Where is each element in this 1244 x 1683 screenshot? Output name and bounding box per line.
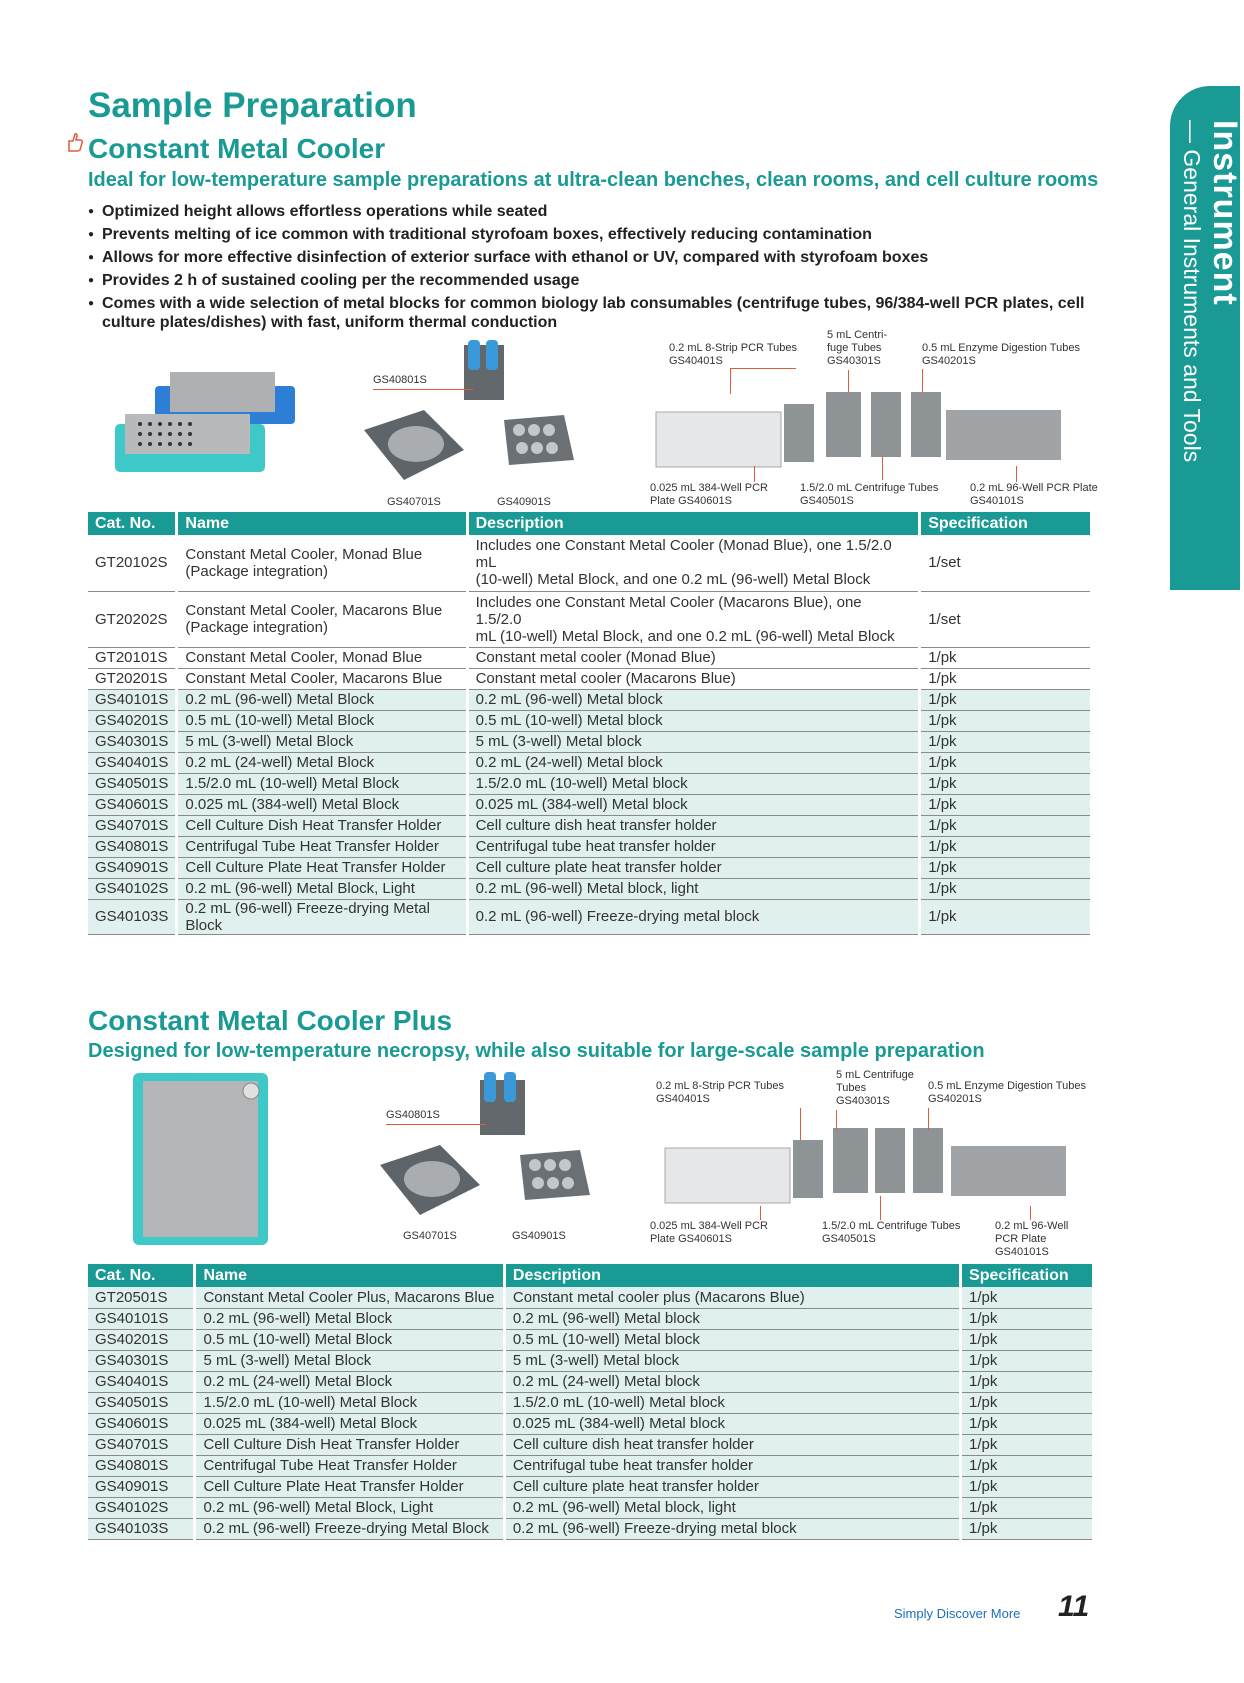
cell-name: Constant Metal Cooler, Macarons Blue (Package integration)	[177, 591, 467, 647]
table-row	[88, 1371, 1094, 1392]
table-row	[88, 647, 1092, 668]
cell-cat-no: GS40801S	[88, 1455, 195, 1476]
cell-specification: 1/pk	[920, 878, 1092, 899]
cell-description: 0.5 mL (10-well) Metal block	[504, 1329, 960, 1350]
col-header-cat-no: Cat. No.	[88, 1264, 195, 1287]
table-row	[88, 857, 1092, 878]
cell-specification: 1/pk	[961, 1392, 1094, 1413]
cell-name: 0.2 mL (96-well) Metal Block	[177, 689, 467, 710]
cell-description: 5 mL (3-well) Metal block	[467, 731, 920, 752]
cell-cat-no: GS40901S	[88, 1476, 195, 1497]
product1-tagline: Ideal for low-temperature sample preparations at ultra-clean benches, clean rooms, and cell culture rooms	[88, 169, 1099, 191]
cell-name: 1.5/2.0 mL (10-well) Metal Block	[195, 1392, 504, 1413]
cell-description: 5 mL (3-well) Metal block	[504, 1350, 960, 1371]
thumbs-up-icon	[66, 131, 84, 158]
col-header-description: Description	[467, 512, 920, 535]
cell-description: 1.5/2.0 mL (10-well) Metal block	[467, 773, 920, 794]
cell-description: 0.2 mL (96-well) Metal block, light	[504, 1497, 960, 1518]
cell-specification: 1/pk	[961, 1476, 1094, 1497]
col-header-specification: Specification	[961, 1264, 1094, 1287]
product2-title: Constant Metal Cooler Plus	[88, 1005, 453, 1036]
label2-5ml-tubes: 5 mL Centrifuge Tubes GS40301S	[836, 1069, 914, 1107]
table-row	[88, 1518, 1094, 1539]
cell-name: Centrifugal Tube Heat Transfer Holder	[195, 1455, 504, 1476]
cell-name: 5 mL (3-well) Metal Block	[177, 731, 467, 752]
col-header-specification: Specification	[920, 512, 1092, 535]
cell-specification: 1/pk	[961, 1413, 1094, 1434]
table-row	[88, 1287, 1094, 1308]
cell-cat-no: GS40301S	[88, 731, 177, 752]
col-header-name: Name	[195, 1264, 504, 1287]
cell-description: Cell culture dish heat transfer holder	[504, 1434, 960, 1455]
cell-cat-no: GS40101S	[88, 1308, 195, 1329]
table-row	[88, 535, 1092, 591]
table-row	[88, 710, 1092, 731]
cell-cat-no: GS40501S	[88, 1392, 195, 1413]
feature-item: ● Optimized height allows effortless operations while seated	[88, 202, 1098, 221]
side-tab-sub: — General Instruments and Tools	[1179, 120, 1205, 463]
table-row	[88, 668, 1092, 689]
side-tab-main: Instrument	[1206, 120, 1244, 306]
cell-specification: 1/pk	[961, 1308, 1094, 1329]
feature-item: ● Prevents melting of ice common with traditional styrofoam boxes, effectively reducing contamination	[88, 225, 1098, 244]
cell-description: 0.2 mL (96-well) Metal block	[504, 1308, 960, 1329]
cell-name: 0.2 mL (96-well) Metal Block	[195, 1308, 504, 1329]
cell-cat-no: GS40201S	[88, 1329, 195, 1350]
cell-specification: 1/set	[920, 535, 1092, 591]
footer-slogan: Simply Discover More	[894, 1606, 1021, 1621]
cell-description: 1.5/2.0 mL (10-well) Metal block	[504, 1392, 960, 1413]
label2-enzyme-tubes: 0.5 mL Enzyme Digestion Tubes GS40201S	[928, 1080, 1086, 1105]
label-5ml-tubes: 5 mL Centri- fuge Tubes GS40301S	[827, 329, 888, 367]
cell-description: 0.2 mL (96-well) Metal block	[467, 689, 920, 710]
cell-name: Constant Metal Cooler, Macarons Blue	[177, 668, 467, 689]
cell-description: Includes one Constant Metal Cooler (Macarons Blue), one 1.5/2.0 mL (10-well) Metal Block, and one 0.2 mL (96-well) Metal Block	[467, 591, 920, 647]
cell-description: Cell culture dish heat transfer holder	[467, 815, 920, 836]
cooler-pair-image	[110, 366, 300, 486]
cell-specification: 1/pk	[961, 1518, 1094, 1539]
cell-specification: 1/pk	[961, 1350, 1094, 1371]
cell-cat-no: GT20101S	[88, 647, 177, 668]
cell-cat-no: GT20201S	[88, 668, 177, 689]
cell-cat-no: GS40301S	[88, 1350, 195, 1371]
cell-cat-no: GS40401S	[88, 1371, 195, 1392]
feature-item: ● Provides 2 h of sustained cooling per the recommended usage	[88, 271, 1098, 290]
product2-table	[88, 1264, 1095, 1540]
label-centrifuge-tubes: 1.5/2.0 mL Centrifuge Tubes GS40501S	[800, 482, 939, 507]
cell-name: 0.2 mL (96-well) Freeze-drying Metal Block	[195, 1518, 504, 1539]
cell-description: Constant metal cooler (Monad Blue)	[467, 647, 920, 668]
label-strip-tubes: 0.2 mL 8-Strip PCR Tubes GS40401S	[669, 342, 797, 367]
cell-specification: 1/pk	[961, 1455, 1094, 1476]
cell-name: Constant Metal Cooler Plus, Macarons Blue	[195, 1287, 504, 1308]
label2-centrifuge-tubes: 1.5/2.0 mL Centrifuge Tubes GS40501S	[822, 1220, 961, 1245]
cell-cat-no: GT20102S	[88, 535, 177, 591]
label-gs40901: GS40901S	[497, 496, 551, 508]
table-row	[88, 591, 1092, 647]
cell-specification: 1/pk	[920, 731, 1092, 752]
cell-name: Cell Culture Dish Heat Transfer Holder	[195, 1434, 504, 1455]
table-row	[88, 1455, 1094, 1476]
cell-specification: 1/pk	[920, 836, 1092, 857]
label2-gs40801: GS40801S	[386, 1109, 440, 1121]
table-row	[88, 1350, 1094, 1371]
holders-image-2	[380, 1070, 600, 1220]
page-number: 11	[1058, 1590, 1090, 1623]
cell-specification: 1/pk	[920, 815, 1092, 836]
cell-name: Cell Culture Dish Heat Transfer Holder	[177, 815, 467, 836]
feature-item: ● Comes with a wide selection of metal blocks for common biology lab consumables (centrifuge tubes, 96/384-well PCR plates, cell culture plates/dishes) with fast, uniform thermal conduction	[88, 294, 1098, 332]
cell-specification: 1/pk	[961, 1329, 1094, 1350]
cooler-plus-image	[133, 1073, 268, 1245]
cell-cat-no: GT20202S	[88, 591, 177, 647]
cell-cat-no: GS40201S	[88, 710, 177, 731]
cell-description: Cell culture plate heat transfer holder	[504, 1476, 960, 1497]
table-row	[88, 878, 1092, 899]
cell-cat-no: GS40701S	[88, 1434, 195, 1455]
product1-title: Constant Metal Cooler	[88, 133, 386, 164]
cell-description: Cell culture plate heat transfer holder	[467, 857, 920, 878]
cell-specification: 1/pk	[920, 794, 1092, 815]
cell-specification: 1/pk	[920, 773, 1092, 794]
cell-specification: 1/pk	[920, 752, 1092, 773]
label-gs40801: GS40801S	[373, 374, 427, 386]
cell-description: 0.2 mL (96-well) Freeze-drying metal block	[467, 899, 920, 934]
cell-cat-no: GS40801S	[88, 836, 177, 857]
label-384-well: 0.025 mL 384-Well PCR Plate GS40601S	[650, 482, 768, 507]
metal-blocks-image-2	[665, 1128, 1075, 1218]
cell-description: Includes one Constant Metal Cooler (Monad Blue), one 1.5/2.0 mL (10-well) Metal Block, and one 0.2 mL (96-well) Metal Block	[467, 535, 920, 591]
cell-specification: 1/pk	[920, 689, 1092, 710]
label-enzyme-tubes: 0.5 mL Enzyme Digestion Tubes GS40201S	[922, 342, 1080, 367]
table-row	[88, 752, 1092, 773]
label2-gs40901: GS40901S	[512, 1230, 566, 1242]
cell-description: Centrifugal tube heat transfer holder	[504, 1455, 960, 1476]
metal-blocks-image	[656, 392, 1066, 482]
table-row	[88, 1497, 1094, 1518]
label2-strip-tubes: 0.2 mL 8-Strip PCR Tubes GS40401S	[656, 1080, 784, 1105]
feature-list	[88, 202, 1098, 336]
col-header-description: Description	[504, 1264, 960, 1287]
cell-specification: 1/pk	[961, 1434, 1094, 1455]
cell-name: Centrifugal Tube Heat Transfer Holder	[177, 836, 467, 857]
cell-specification: 1/pk	[920, 710, 1092, 731]
cell-cat-no: GS40103S	[88, 1518, 195, 1539]
table-row	[88, 794, 1092, 815]
holders-image	[364, 340, 584, 490]
cell-specification: 1/pk	[920, 857, 1092, 878]
table-row	[88, 773, 1092, 794]
cell-name: 0.025 mL (384-well) Metal Block	[177, 794, 467, 815]
cell-cat-no: GS40501S	[88, 773, 177, 794]
product1-table	[88, 512, 1093, 935]
label2-gs40701: GS40701S	[403, 1230, 457, 1242]
cell-description: 0.025 mL (384-well) Metal block	[467, 794, 920, 815]
cell-cat-no: GS40102S	[88, 878, 177, 899]
cell-name: Constant Metal Cooler, Monad Blue	[177, 647, 467, 668]
cell-name: 0.2 mL (96-well) Metal Block, Light	[195, 1497, 504, 1518]
table-row	[88, 1329, 1094, 1350]
cell-name: 0.2 mL (96-well) Freeze-drying Metal Block	[177, 899, 467, 934]
table-row	[88, 731, 1092, 752]
cell-cat-no: GS40101S	[88, 689, 177, 710]
cell-cat-no: GS40701S	[88, 815, 177, 836]
label2-96-well: 0.2 mL 96-Well PCR Plate GS40101S	[995, 1220, 1069, 1258]
label-gs40701: GS40701S	[387, 496, 441, 508]
cell-description: 0.025 mL (384-well) Metal block	[504, 1413, 960, 1434]
cell-name: Constant Metal Cooler, Monad Blue (Package integration)	[177, 535, 467, 591]
cell-cat-no: GT20501S	[88, 1287, 195, 1308]
table-row	[88, 1434, 1094, 1455]
feature-item: ● Allows for more effective disinfection of exterior surface with ethanol or UV, compared with styrofoam boxes	[88, 248, 1098, 267]
cell-description: Centrifugal tube heat transfer holder	[467, 836, 920, 857]
cell-name: 0.5 mL (10-well) Metal Block	[177, 710, 467, 731]
cell-cat-no: GS40901S	[88, 857, 177, 878]
col-header-name: Name	[177, 512, 467, 535]
cell-specification: 1/pk	[961, 1497, 1094, 1518]
label2-384-well: 0.025 mL 384-Well PCR Plate GS40601S	[650, 1220, 768, 1245]
table-row	[88, 1308, 1094, 1329]
cell-name: Cell Culture Plate Heat Transfer Holder	[195, 1476, 504, 1497]
table-row	[88, 1413, 1094, 1434]
cell-cat-no: GS40103S	[88, 899, 177, 934]
cell-name: 0.5 mL (10-well) Metal Block	[195, 1329, 504, 1350]
section-title: Sample Preparation	[88, 86, 417, 125]
cell-name: 0.2 mL (96-well) Metal Block, Light	[177, 878, 467, 899]
cell-cat-no: GS40601S	[88, 794, 177, 815]
table-row	[88, 1476, 1094, 1497]
label-96-well: 0.2 mL 96-Well PCR Plate GS40101S	[970, 482, 1098, 507]
cell-name: 1.5/2.0 mL (10-well) Metal Block	[177, 773, 467, 794]
cell-name: 0.2 mL (24-well) Metal Block	[177, 752, 467, 773]
table-row	[88, 836, 1092, 857]
cell-name: 0.025 mL (384-well) Metal Block	[195, 1413, 504, 1434]
table-row	[88, 689, 1092, 710]
table-row	[88, 899, 1092, 934]
cell-cat-no: GS40102S	[88, 1497, 195, 1518]
category-side-tab[interactable]	[1170, 86, 1244, 590]
cell-description: 0.2 mL (96-well) Freeze-drying metal block	[504, 1518, 960, 1539]
cell-specification: 1/set	[920, 591, 1092, 647]
cell-name: 0.2 mL (24-well) Metal Block	[195, 1371, 504, 1392]
cell-description: Constant metal cooler (Macarons Blue)	[467, 668, 920, 689]
table-row	[88, 815, 1092, 836]
col-header-cat-no: Cat. No.	[88, 512, 177, 535]
cell-description: 0.2 mL (24-well) Metal block	[467, 752, 920, 773]
cell-description: 0.2 mL (96-well) Metal block, light	[467, 878, 920, 899]
cell-cat-no: GS40401S	[88, 752, 177, 773]
cell-description: 0.5 mL (10-well) Metal block	[467, 710, 920, 731]
cell-specification: 1/pk	[920, 647, 1092, 668]
cell-cat-no: GS40601S	[88, 1413, 195, 1434]
cell-name: 5 mL (3-well) Metal Block	[195, 1350, 504, 1371]
cell-specification: 1/pk	[961, 1287, 1094, 1308]
cell-name: Cell Culture Plate Heat Transfer Holder	[177, 857, 467, 878]
cell-specification: 1/pk	[920, 668, 1092, 689]
cell-specification: 1/pk	[920, 899, 1092, 934]
cell-specification: 1/pk	[961, 1371, 1094, 1392]
cell-description: Constant metal cooler plus (Macarons Blue)	[504, 1287, 960, 1308]
cell-description: 0.2 mL (24-well) Metal block	[504, 1371, 960, 1392]
table-row	[88, 1392, 1094, 1413]
product2-tagline: Designed for low-temperature necropsy, while also suitable for large-scale sample preparation	[88, 1040, 985, 1062]
